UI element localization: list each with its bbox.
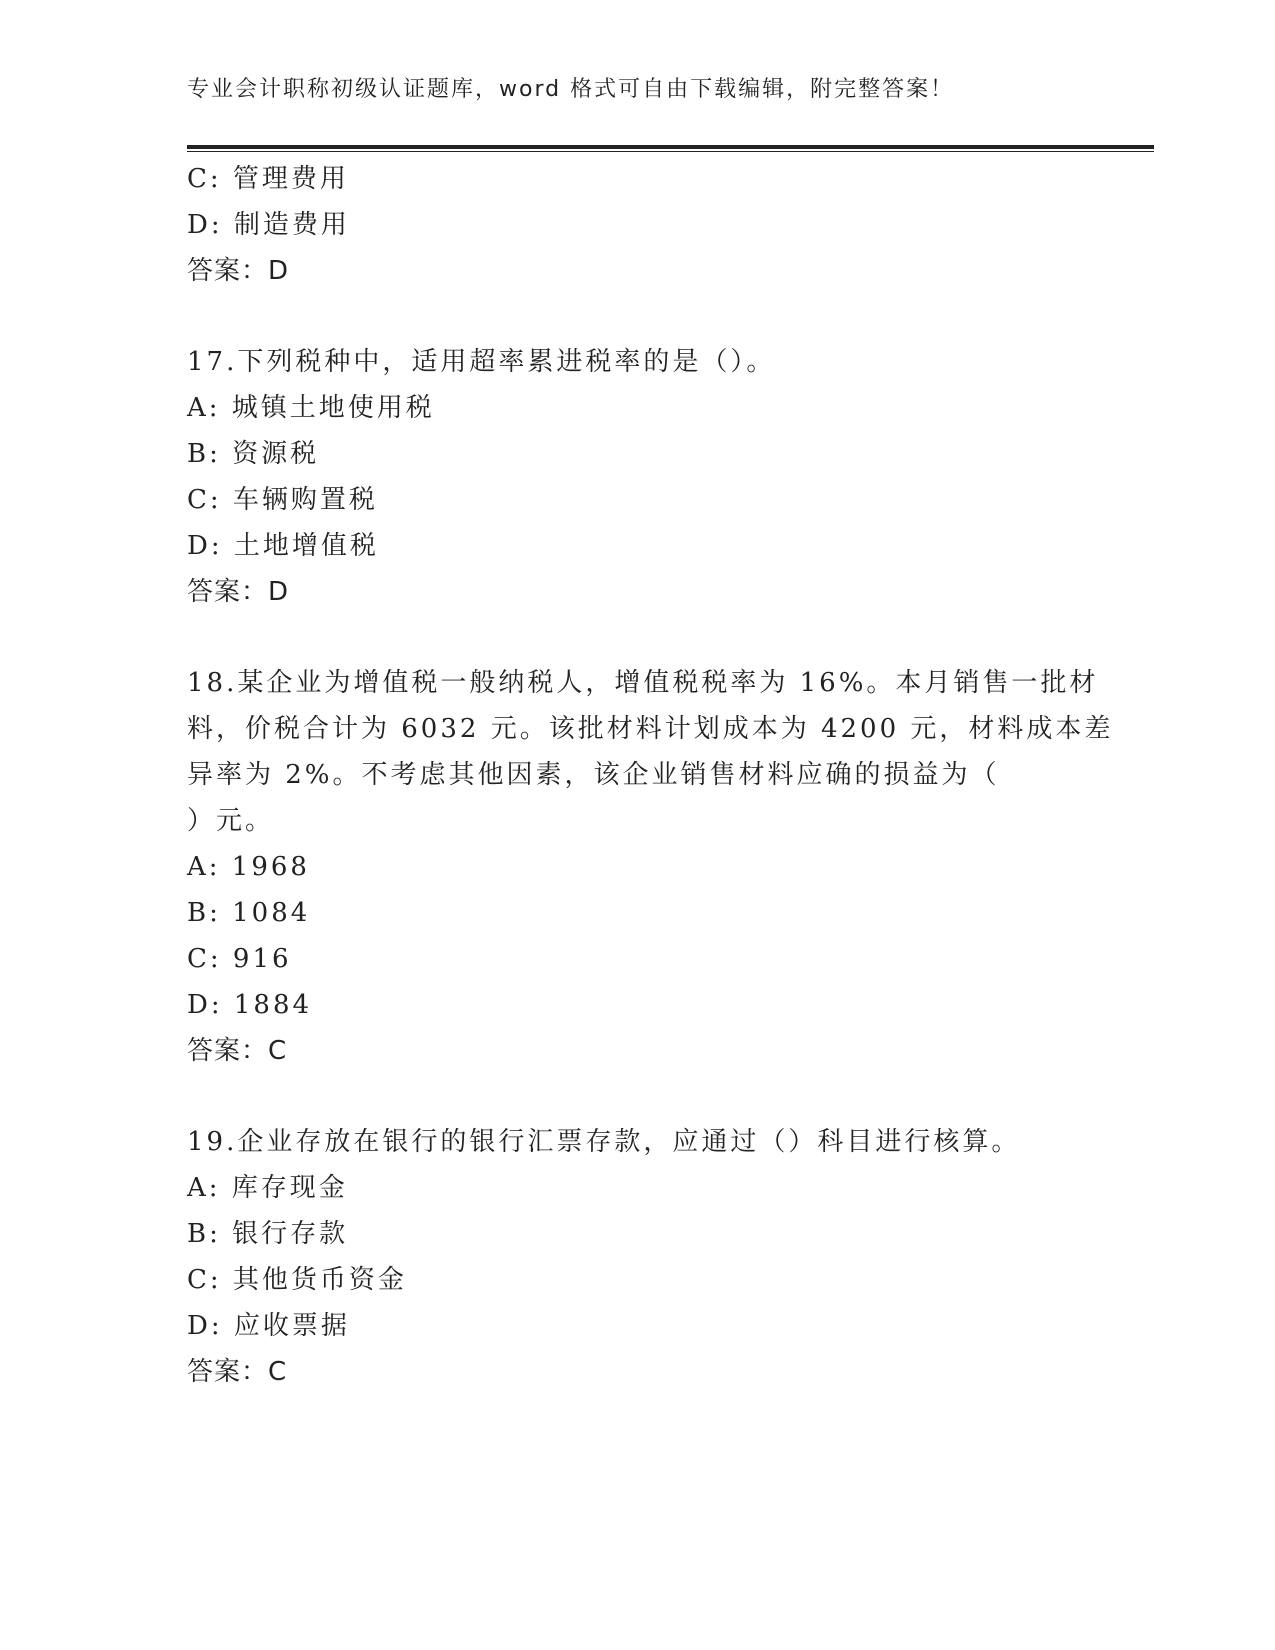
question-18-text-line-3: 异率为 2%。不考虑其他因素，该企业销售材料应确的损益为（ (187, 760, 1000, 790)
answer-line: 答案：C (187, 1036, 288, 1066)
page-header: 专业会计职称初级认证题库，word 格式可自由下载编辑，附完整答案！ (187, 77, 955, 102)
option-a: A: 1968 (187, 852, 310, 882)
option-a: A: 库存现金 (187, 1173, 348, 1203)
header-rule (187, 145, 1154, 149)
question-17-text: 17.下列税种中，适用超率累进税率的是（）。 (187, 347, 776, 377)
option-b: B: 1084 (187, 898, 311, 928)
answer-line: 答案：D (187, 577, 290, 607)
option-c: C: 916 (187, 944, 292, 974)
question-18-text-line-1: 18.某企业为增值税一般纳税人，增值税税率为 16%。本月销售一批材 (187, 668, 1099, 698)
question-18-text-line-2: 料，价税合计为 6032 元。该批材料计划成本为 4200 元，材料成本差 (187, 714, 1114, 744)
option-b: B: 银行存款 (187, 1219, 349, 1249)
option-c: C: 其他货币资金 (187, 1265, 407, 1295)
option-a: A: 城镇土地使用税 (187, 393, 435, 423)
header-rule-thin (187, 151, 1154, 152)
option-b: B: 资源税 (187, 439, 320, 469)
question-content (187, 156, 1114, 1395)
option-d: D: 制造费用 (187, 210, 350, 240)
option-c: C: 管理费用 (187, 164, 349, 194)
option-d: D: 土地增值税 (187, 531, 379, 561)
option-c: C: 车辆购置税 (187, 485, 378, 515)
option-d: D: 应收票据 (187, 1311, 350, 1341)
question-19-text: 19.企业存放在银行的银行汇票存款，应通过（）科目进行核算。 (187, 1127, 1021, 1157)
answer-line: 答案：D (187, 256, 290, 286)
option-d: D: 1884 (187, 990, 313, 1020)
answer-line: 答案：C (187, 1357, 288, 1387)
question-18-text-line-4: ）元。 (187, 806, 275, 836)
